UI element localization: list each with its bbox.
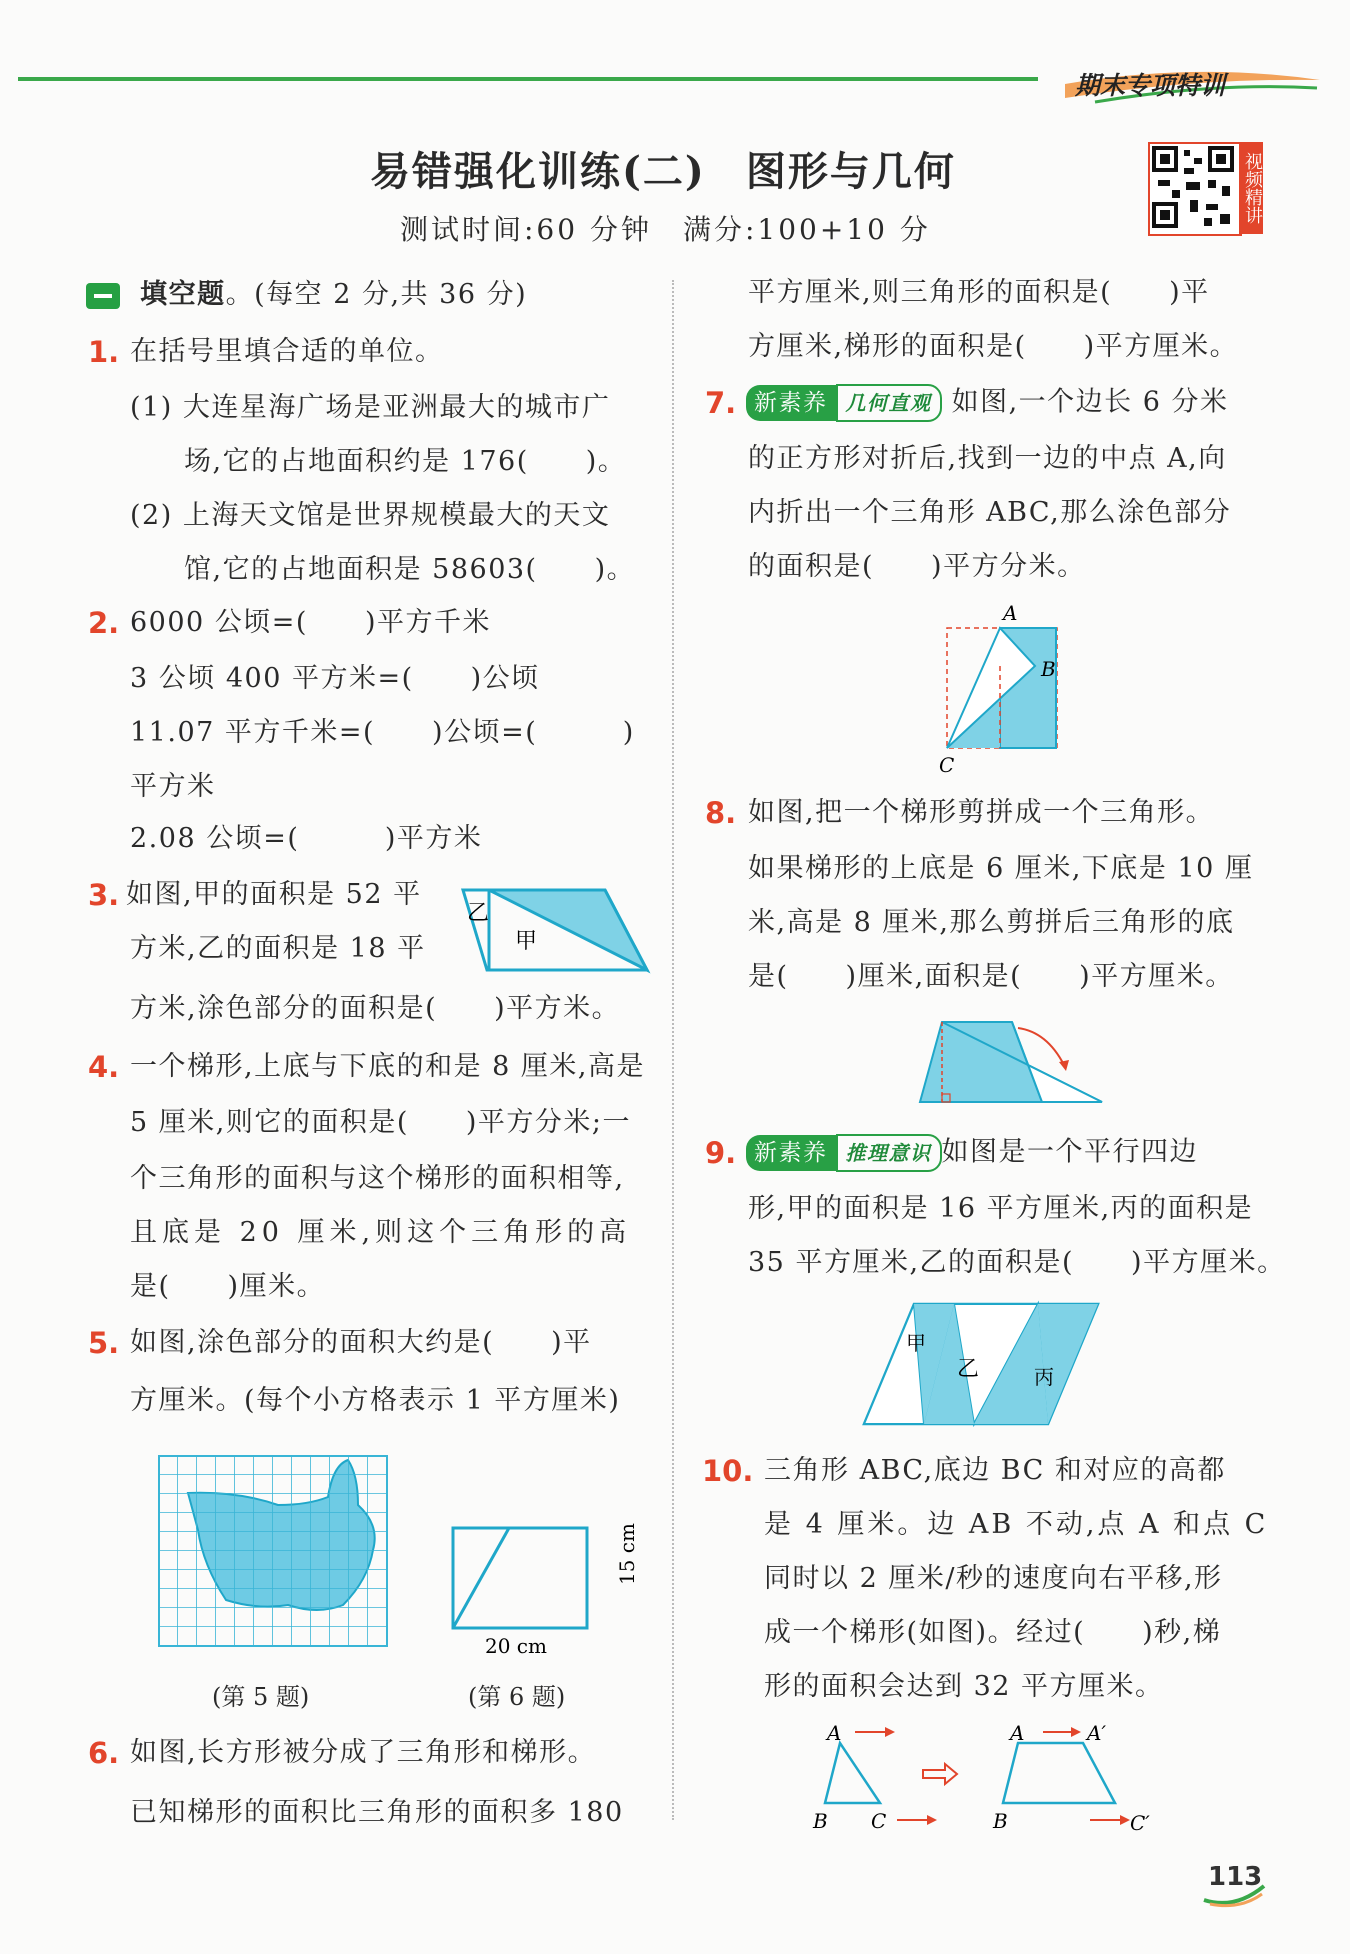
q8-line: 如图,把一个梯形剪拼成一个三角形。 — [748, 797, 1215, 828]
q3-figure — [455, 880, 655, 980]
banner-text: 期末专项特训 — [1075, 71, 1226, 100]
point-c: C — [939, 753, 955, 777]
q6-line: 方厘米,梯形的面积是( )平方厘米。 — [748, 331, 1239, 362]
q10-number: 10. — [702, 1454, 754, 1488]
qr-pattern-icon — [1150, 144, 1236, 230]
q5-number: 5. — [88, 1326, 120, 1360]
q6-number: 6. — [88, 1736, 120, 1770]
point-a: A — [827, 1721, 842, 1745]
q8-line: 如果梯形的上底是 6 厘米,下底是 10 厘 — [748, 853, 1254, 884]
q2-number: 2. — [88, 606, 120, 640]
point-b: B — [993, 1809, 1008, 1833]
page-number: 113 — [1208, 1862, 1263, 1892]
point-a: A — [1003, 601, 1018, 625]
section-title: 填空题 — [140, 279, 226, 310]
section-note: 。(每空 2 分,共 36 分) — [225, 279, 528, 310]
q1-line: 场,它的占地面积约是 176( )。 — [184, 446, 627, 477]
q2-line: 2.08 公顷=( )平方米 — [130, 823, 483, 854]
q6-line: 如图,长方形被分成了三角形和梯形。 — [130, 1737, 597, 1768]
q7-line: 的正方形对折后,找到一边的中点 A,向 — [748, 443, 1227, 474]
q10-line: 成一个梯形(如图)。经过( )秒,梯 — [764, 1617, 1222, 1648]
q8-figure — [912, 1010, 1112, 1110]
q5-line: 方厘米。(每个小方格表示 1 平方厘米) — [130, 1385, 621, 1416]
q5-grid-figure — [158, 1455, 390, 1655]
q10-line: 形的面积会达到 32 平方厘米。 — [764, 1671, 1164, 1702]
header-rule — [18, 77, 1038, 81]
q9-line: 如图是一个平行四边 — [941, 1136, 1198, 1168]
label-yi: 乙 — [467, 901, 490, 926]
q4-number: 4. — [88, 1050, 120, 1084]
column-divider — [672, 280, 674, 1820]
section-header — [86, 278, 527, 312]
label-bing: 丙 — [1034, 1365, 1054, 1389]
q4-line: 且底是 20 厘米,则这个三角形的高 — [130, 1217, 632, 1248]
q7-line: 的面积是( )平方分米。 — [748, 551, 1086, 582]
q1-number: 1. — [88, 335, 120, 369]
header-banner — [1055, 62, 1325, 106]
point-a: A — [1010, 1721, 1025, 1745]
q2-line: 11.07 平方千米=( )公顷=( ) — [130, 717, 635, 748]
q5-caption: (第 5 题) — [212, 1683, 310, 1711]
q9-tag: 新素养 — [746, 1135, 836, 1171]
q9-figure — [862, 1298, 1102, 1428]
point-b: B — [1041, 657, 1056, 681]
label-jia: 甲 — [906, 1331, 926, 1355]
q4-line: 个三角形的面积与这个梯形的面积相等, — [130, 1163, 625, 1194]
q8-line: 米,高是 8 厘米,那么剪拼后三角形的底 — [748, 907, 1235, 938]
q2-line: 3 公顷 400 平方米=( )公顷 — [130, 663, 540, 694]
q10-line: 是 4 厘米。边 AB 不动,点 A 和点 C — [764, 1509, 1269, 1540]
q10-line: 同时以 2 厘米/秒的速度向右平移,形 — [764, 1563, 1223, 1594]
q1-line: (1) 大连星海广场是亚洲最大的城市广 — [130, 392, 611, 423]
q3-line: 方米,涂色部分的面积是( )平方米。 — [130, 993, 621, 1024]
q4-line: 5 厘米,则它的面积是( )平方分米;一 — [130, 1107, 632, 1138]
q9-line: 35 平方厘米,乙的面积是( )平方厘米。 — [748, 1247, 1286, 1278]
q8-line: 是( )厘米,面积是( )平方厘米。 — [748, 961, 1234, 992]
q3-number: 3. — [88, 878, 120, 912]
dim-width: 20 cm — [485, 1634, 547, 1658]
point-b: B — [813, 1809, 828, 1833]
q3-line: 如图,甲的面积是 52 平 — [126, 879, 422, 910]
q6-figure — [445, 1520, 639, 1658]
q6-caption: (第 6 题) — [468, 1683, 566, 1711]
q6-line: 平方厘米,则三角形的面积是( )平 — [748, 277, 1210, 308]
q7-figure — [935, 598, 1085, 778]
dim-height: 15 cm — [615, 1523, 639, 1585]
q10-line: 三角形 ABC,底边 BC 和对应的高都 — [764, 1455, 1226, 1486]
q2-line: 平方米 — [130, 771, 216, 802]
q9-number: 9. — [705, 1136, 737, 1170]
label-jia: 甲 — [515, 929, 538, 954]
section-icon — [86, 283, 120, 309]
q4-line: 一个梯形,上底与下底的和是 8 厘米,高是 — [130, 1051, 646, 1082]
q4-line: 是( )厘米。 — [130, 1271, 326, 1302]
q9-line: 形,甲的面积是 16 平方厘米,丙的面积是 — [748, 1193, 1254, 1224]
q5-line: 如图,涂色部分的面积大约是( )平 — [130, 1327, 592, 1358]
q7-tag-topic: 几何直观 — [836, 384, 942, 422]
page-number-swoosh — [1200, 1880, 1270, 1910]
q7-line: 内折出一个三角形 ABC,那么涂色部分 — [748, 497, 1232, 528]
point-c-prime: C′ — [1130, 1811, 1150, 1835]
q10-figure — [805, 1718, 1185, 1838]
q7-line: 如图,一个边长 6 分米 — [941, 386, 1229, 418]
q2-line: 6000 公顷=( )平方千米 — [130, 607, 491, 638]
qr-label: 视频精讲 — [1239, 142, 1263, 234]
point-a-prime: A′ — [1087, 1721, 1106, 1745]
test-meta: 测试时间:60 分钟 满分:100+10 分 — [400, 213, 931, 246]
q7-tag: 新素养 — [746, 385, 836, 421]
qr-code[interactable] — [1148, 142, 1242, 236]
page-title: 易错强化训练(二) — [370, 148, 706, 195]
q6-line: 已知梯形的面积比三角形的面积多 180 — [130, 1797, 624, 1828]
q1-line: 馆,它的占地面积是 58603( )。 — [184, 554, 636, 585]
q3-line: 方米,乙的面积是 18 平 — [130, 933, 426, 964]
page-topic: 图形与几何 — [745, 148, 956, 195]
label-yi: 乙 — [957, 1357, 980, 1382]
q1-line: (2) 上海天文馆是世界规模最大的天文 — [130, 500, 611, 531]
q7-number: 7. — [705, 386, 737, 420]
point-c: C — [871, 1809, 887, 1833]
q8-number: 8. — [705, 796, 737, 830]
q1-stem: 在括号里填合适的单位。 — [130, 336, 444, 367]
q9-tag-topic: 推理意识 — [836, 1134, 942, 1172]
